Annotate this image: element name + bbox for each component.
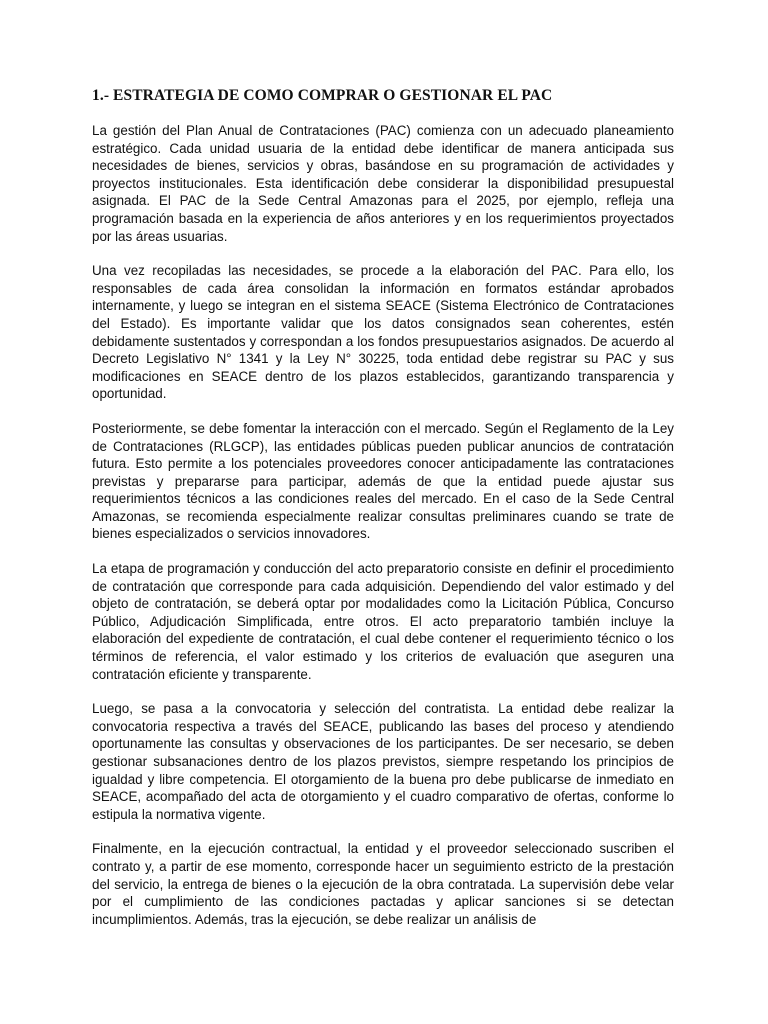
paragraph-planning: La gestión del Plan Anual de Contrataciones (PAC) comienza con un adecuado planeamiento estratégico. Cada unidad usuaria de la entidad debe identificar de manera anticipada sus necesidades de bienes, servicios y obras, basándose en su programación de actividades y proyectos institucionales. Esta identificación debe considerar la disponibilidad presupuestal asignada. El PAC de la Sede Central Amazonas para el 2025, por ejemplo, refleja una programación basada en la experiencia de años anteriores y en los requerimientos proyectados por las áreas usuarias. <box>92 123 674 244</box>
document-page <box>92 86 674 945</box>
paragraph-contract-execution: Finalmente, en la ejecución contractual, la entidad y el proveedor seleccionado suscriben el contrato y, a partir de ese momento, corresponde hacer un seguimiento estricto de la prestación del servicio, la entrega de bienes o la ejecución de la obra contratada. La supervisión debe velar por el cumplimiento de las condiciones pactadas y aplicar sanciones si se detectan incumplimientos. Además, tras la ejecución, se debe realizar un análisis de <box>92 841 674 927</box>
paragraph-elaboration: Una vez recopiladas las necesidades, se procede a la elaboración del PAC. Para ello, los responsables de cada área consolidan la información en formatos estándar aprobados internamente, y luego se integran en el sistema SEACE (Sistema Electrónico de Contrataciones del Estado). Es importante validar que los datos consignados sean coherentes, estén debidamente sustentados y correspondan a los fondos presupuestarios asignados. De acuerdo al Decreto Legislativo N° 1341 y la Ley N° 30225, toda entidad debe registrar su PAC y sus modificaciones en SEACE dentro de los plazos establecidos, garantizando transparencia y oportunidad. <box>92 263 674 402</box>
paragraph-call-selection: Luego, se pasa a la convocatoria y selección del contratista. La entidad debe realizar la convocatoria respectiva a través del SEACE, publicando las bases del proceso y atendiendo oportunamente las consultas y observaciones de los participantes. De ser necesario, se deben gestionar subsanaciones dentro de los plazos previstos, siempre respetando los principios de igualdad y libre competencia. El otorgamiento de la buena pro debe publicarse de inmediato en SEACE, acompañado del acta de otorgamiento y el cuadro comparativo de ofertas, conforme lo estipula la normativa vigente. <box>92 701 674 822</box>
paragraph-market-interaction: Posteriormente, se debe fomentar la interacción con el mercado. Según el Reglamento de la Ley de Contrataciones (RLGCP), las entidades públicas pueden publicar anuncios de contratación futura. Esto permite a los potenciales proveedores conocer anticipadamente las contrataciones previstas y prepararse para participar, además de que la entidad puede ajustar sus requerimientos técnicos a las condiciones reales del mercado. En el caso de la Sede Central Amazonas, se recomienda especialmente realizar consultas preliminares cuando se trate de bienes especializados o servicios innovadores. <box>92 420 674 542</box>
section-heading: 1.- ESTRATEGIA DE COMO COMPRAR O GESTIONAR EL PAC <box>92 87 553 104</box>
paragraph-preparatory-act: La etapa de programación y conducción del acto preparatorio consiste en definir el procedimiento de contratación que corresponde para cada adquisición. Dependiendo del valor estimado y del objeto de contratación, se deberá optar por modalidades como la Licitación Pública, Concurso Público, Adjudicación Simplificada, entre otros. El acto preparatorio también incluye la elaboración del expediente de contratación, el cual debe contener el requerimiento técnico o los términos de referencia, el valor estimado y los criterios de evaluación que aseguren una contratación eficiente y transparente. <box>92 561 674 682</box>
